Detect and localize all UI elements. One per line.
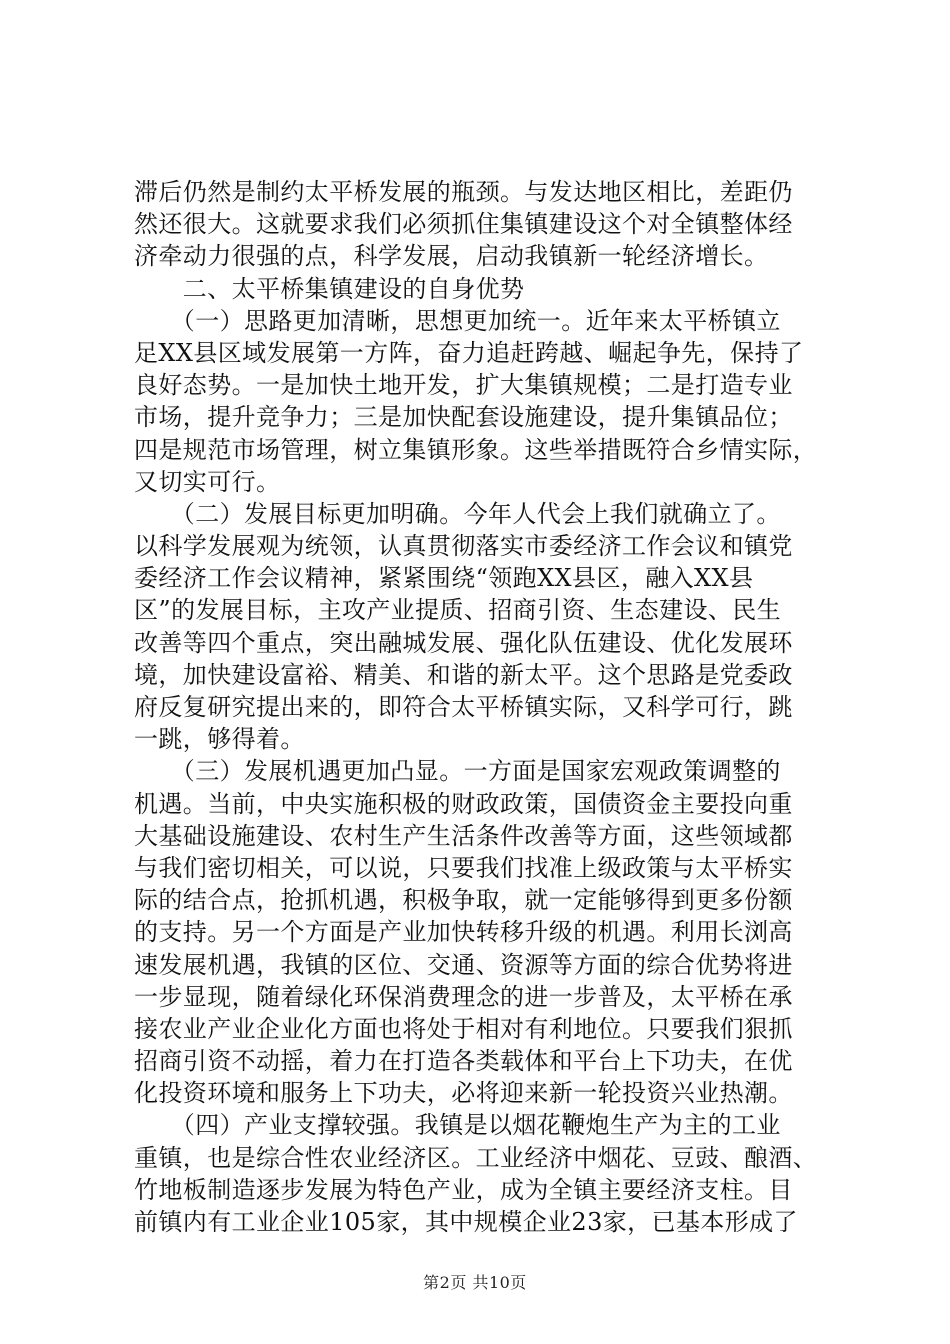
text-line: 又切实可行。 <box>134 467 281 496</box>
text-line: （四）产业支撑较强。我镇是以烟花鞭炮生产为主的工业 <box>134 1111 781 1140</box>
text-line: 接农业产业企业化方面也将处于相对有利地位。只要我们狠抓 <box>134 1014 793 1043</box>
text-line: 济牵动力很强的点，科学发展，启动我镇新一轮经济增长。 <box>134 242 769 271</box>
text-line: （一）思路更加清晰，思想更加统一。近年来太平桥镇立 <box>134 306 781 335</box>
text-line: 市场，提升竞争力；三是加快配套设施建设，提升集镇品位； <box>134 403 793 432</box>
text-line: 的支持。另一个方面是产业加快转移升级的机遇。利用长浏高 <box>134 918 793 947</box>
text-line: 委经济工作会议精神，紧紧围绕“领跑XX县区，融入XX县 <box>134 564 754 593</box>
document-body <box>134 176 834 1238</box>
text-line: 足XX县区域发展第一方阵，奋力追赶跨越、崛起争先，保持了 <box>134 338 804 367</box>
text-line: 区”的发展目标，主攻产业提质、招商引资、生态建设、民生 <box>134 596 782 625</box>
text-line: 府反复研究提出来的，即符合太平桥镇实际，又科学可行，跳 <box>134 693 793 721</box>
text-line: 然还很大。这就要求我们必须抓住集镇建设这个对全镇整体经 <box>134 210 793 239</box>
text-line: 际的结合点，抢抓机遇，积极争取，就一定能够得到更多份额 <box>134 886 793 915</box>
text-line: 以科学发展观为统领，认真贯彻落实市委经济工作会议和镇党 <box>134 532 793 561</box>
text-line: 四是规范市场管理，树立集镇形象。这些举措既符合乡情实际， <box>134 435 818 464</box>
text-line: 一跳，够得着。 <box>134 725 305 754</box>
text-line: 良好态势。一是加快土地开发，扩大集镇规模；二是打造专业 <box>134 371 793 400</box>
text-line: 二、太平桥集镇建设的自身优势 <box>134 274 525 303</box>
text-line: 境，加快建设富裕、精美、和谐的新太平。这个思路是党委政 <box>134 660 793 689</box>
text-line: 改善等四个重点，突出融城发展、强化队伍建设、优化发展环 <box>134 628 793 657</box>
text-line: 招商引资不动摇，着力在打造各类载体和平台上下功夫，在优 <box>134 1047 793 1076</box>
page-footer: 第2页 共10页 <box>423 1273 527 1292</box>
text-line: （三）发展机遇更加凸显。一方面是国家宏观政策调整的 <box>134 757 781 786</box>
text-line: 速发展机遇，我镇的区位、交通、资源等方面的综合优势将进 <box>134 950 793 979</box>
text-line: 与我们密切相关，可以说，只要我们找准上级政策与太平桥实 <box>134 853 793 882</box>
text-line: 滞后仍然是制约太平桥发展的瓶颈。与发达地区相比，差距仍 <box>134 178 793 206</box>
text-line: 大基础设施建设、农村生产生活条件改善等方面，这些领域都 <box>134 821 793 850</box>
text-line: 重镇，也是综合性农业经济区。工业经济中烟花、豆豉、酿酒、 <box>134 1143 818 1172</box>
text-line: 一步显现，随着绿化环保消费理念的进一步普及，太平桥在承 <box>134 982 793 1011</box>
text-line: （二）发展目标更加明确。今年人代会上我们就确立了。 <box>134 499 781 528</box>
text-line: 竹地板制造逐步发展为特色产业，成为全镇主要经济支柱。目 <box>134 1175 793 1204</box>
text-line: 前镇内有工业企业105家，其中规模企业23家，已基本形成了 <box>134 1208 798 1236</box>
text-line: 化投资环境和服务上下功夫，必将迎来新一轮投资兴业热潮。 <box>134 1079 793 1108</box>
text-line: 机遇。当前，中央实施积极的财政政策，国债资金主要投向重 <box>134 789 793 818</box>
